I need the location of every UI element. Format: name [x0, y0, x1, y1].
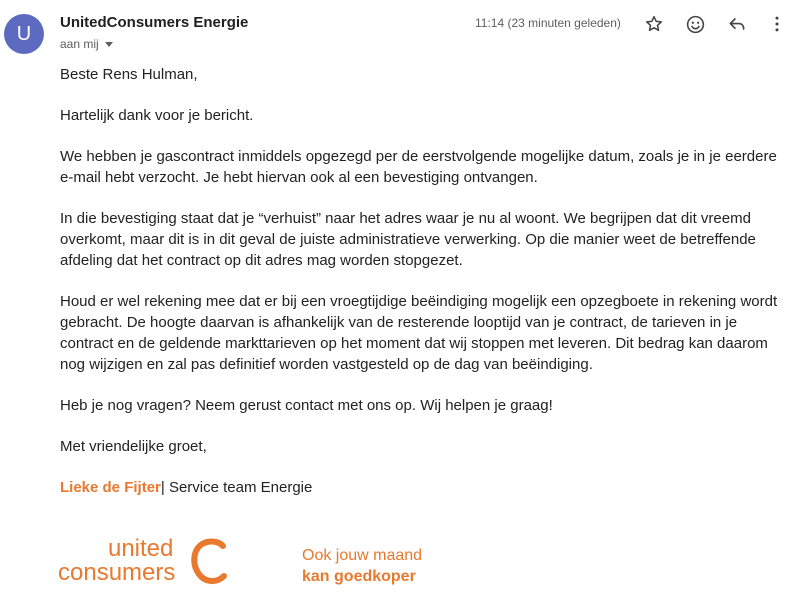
emoji-react-button[interactable] — [683, 12, 707, 36]
signature — [60, 477, 792, 498]
smiley-icon — [685, 14, 706, 35]
recipient-details-toggle[interactable] — [60, 37, 113, 51]
logo-united-text: united — [107, 535, 174, 562]
more-vert-icon — [767, 14, 787, 34]
greeting: Beste Rens Hulman, — [60, 66, 198, 83]
paragraph-1: Hartelijk dank voor je bericht. — [60, 107, 254, 124]
slogan — [302, 545, 422, 587]
reply-icon — [727, 14, 747, 34]
signature-team: | Service team Energie — [160, 479, 313, 496]
reply-button[interactable] — [725, 12, 749, 36]
star-icon — [644, 14, 664, 34]
slogan-line-1: Ook jouw maand — [302, 547, 423, 564]
avatar-letter: U — [16, 22, 32, 45]
closing: Met vriendelijke groet, — [60, 438, 207, 455]
paragraph-2: We hebben je gascontract inmiddels opgezegd per de eerstvolgende mogelijke datum, zoals je in je eerdere e-mail hebt verzocht. Je hebt hiervan ook al een bevestiging ontvangen. — [60, 148, 777, 186]
paragraph-3: In die bevestiging staat dat je “verhuist” naar het adres waar je nu al woont. We begrijpen dat dit vreemd overkomt, maar dit is in dit geval de juiste administratieve verwerking. Op die manier weet de betreffende afdeling dat het contract op dit adres mag worden stopgezet. — [60, 210, 756, 269]
more-options-button[interactable] — [765, 12, 789, 36]
sender-name[interactable]: UnitedConsumers Energie — [60, 14, 249, 31]
unitedconsumers-logo[interactable] — [58, 536, 229, 586]
paragraph-4: Houd er wel rekening mee dat er bij een vroegtijdige beëindiging mogelijk een opzegboete in rekening wordt gebracht. De hoogte daarvan is afhankelijk van de resterende looptijd van je contract, de tarieven in je contract en de geldende markttarieven op het moment dat wij stoppen met leveren. Dit bedrag kan daarom nog wijzigen en zal pas definitief worden vastgesteld op de dag van beëindiging. — [60, 293, 778, 373]
message-timestamp: 11:14 (23 minuten geleden) — [475, 16, 621, 30]
signature-name: Lieke de Fijter — [60, 479, 161, 496]
sender-avatar[interactable] — [4, 14, 44, 54]
star-button[interactable] — [642, 12, 666, 36]
chevron-down-icon — [105, 42, 113, 47]
logo-consumers-text: consumers — [58, 559, 176, 586]
paragraph-5: Heb je nog vragen? Neem gerust contact met ons op. Wij helpen je graag! — [60, 397, 553, 414]
logo-c-mark-icon — [189, 536, 229, 586]
slogan-line-2: kan goedkoper — [302, 568, 416, 585]
message-body — [60, 64, 792, 518]
recipient-label: aan mij — [60, 37, 99, 51]
